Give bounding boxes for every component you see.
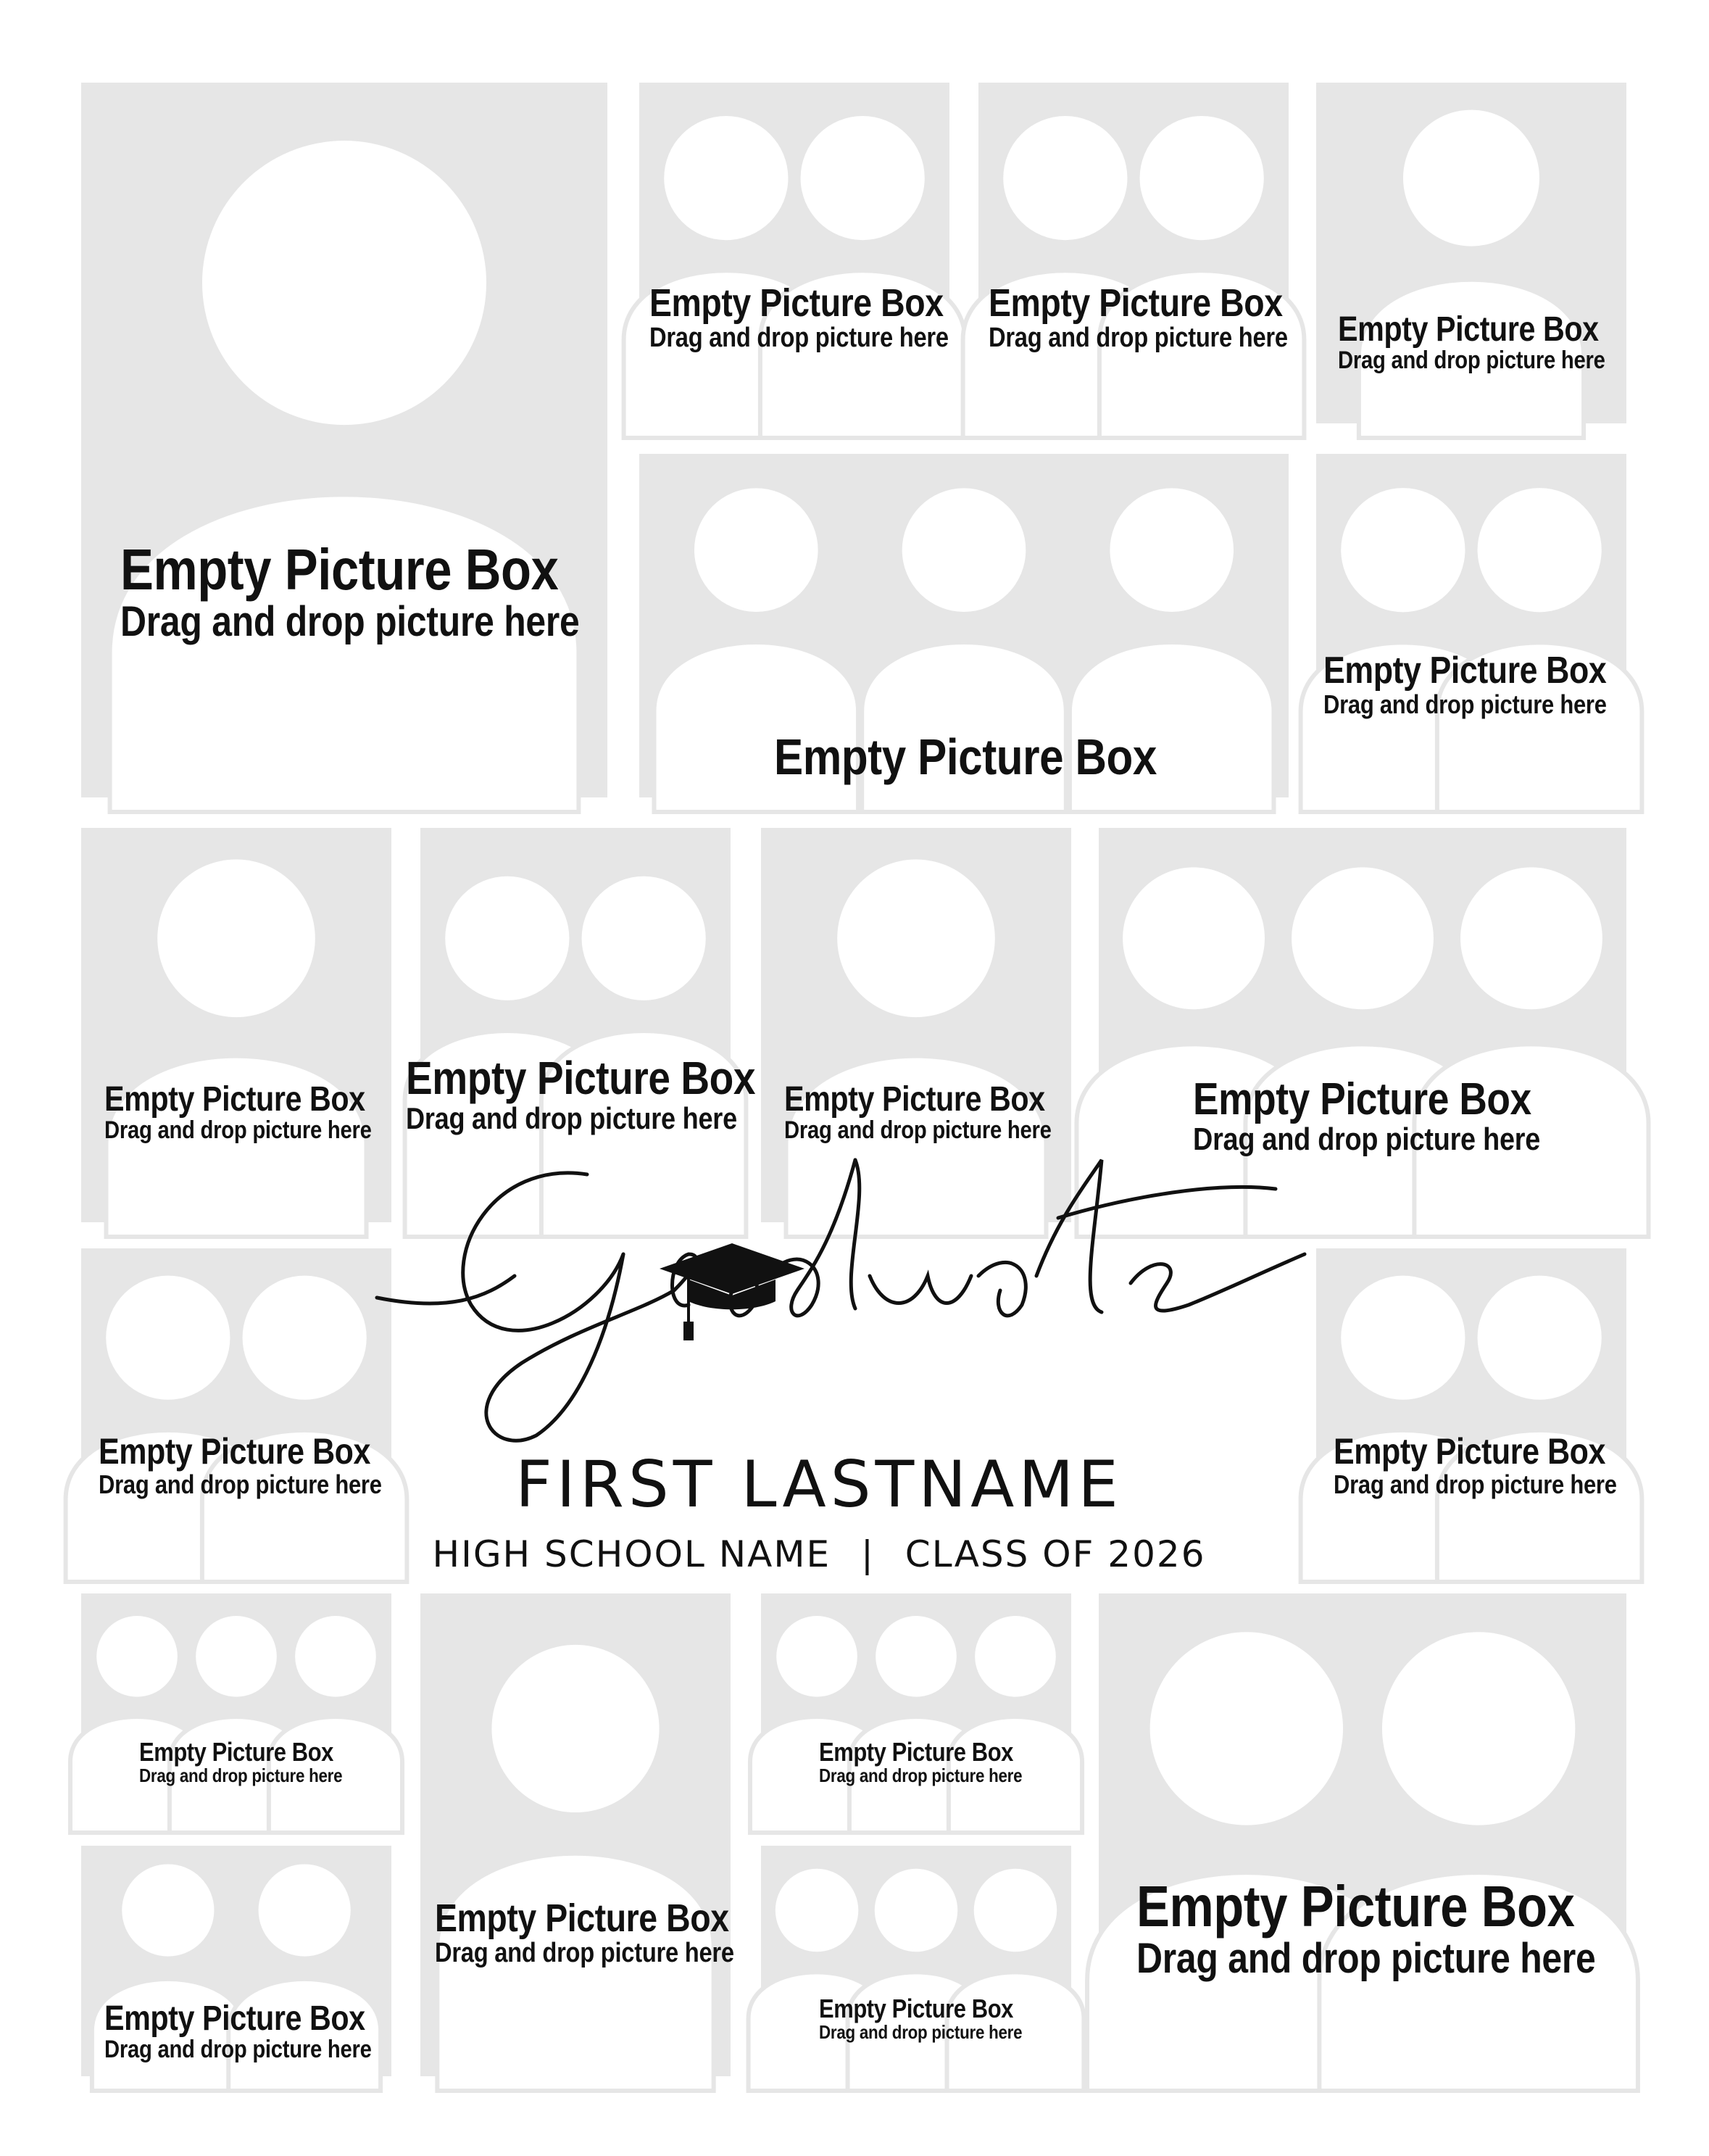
placeholder-subtitle: Drag and drop picture here xyxy=(139,1764,343,1786)
placeholder-title: Empty Picture Box xyxy=(649,281,944,325)
placeholder-title: Empty Picture Box xyxy=(1323,650,1607,692)
placeholder-caption xyxy=(406,1054,755,1135)
placeholder-caption xyxy=(989,283,1288,353)
picture-box-3[interactable] xyxy=(978,83,1289,423)
placeholder-subtitle: Drag and drop picture here xyxy=(1338,347,1605,375)
person-silhouette-icon xyxy=(1099,1593,1626,2076)
placeholder-subtitle: Drag and drop picture here xyxy=(104,2036,372,2064)
placeholder-title: Empty Picture Box xyxy=(406,1052,756,1104)
placeholder-caption xyxy=(139,1738,342,1786)
person-silhouette-icon xyxy=(420,1593,731,2076)
placeholder-caption xyxy=(819,1995,1022,2042)
picture-box-14[interactable] xyxy=(420,1593,734,2076)
placeholder-subtitle: Drag and drop picture here xyxy=(649,322,949,353)
picture-box-15[interactable] xyxy=(761,1593,1071,1818)
placeholder-caption xyxy=(774,731,1157,784)
placeholder-title: Empty Picture Box xyxy=(819,1737,1013,1767)
placeholder-title: Empty Picture Box xyxy=(989,281,1283,325)
placeholder-title: Empty Picture Box xyxy=(1193,1074,1531,1124)
placeholder-title: Empty Picture Box xyxy=(104,1999,365,2038)
placeholder-caption xyxy=(435,1898,734,1968)
placeholder-subtitle: Drag and drop picture here xyxy=(1136,1935,1596,1982)
placeholder-subtitle: Drag and drop picture here xyxy=(1193,1121,1540,1158)
placeholder-caption xyxy=(104,1082,372,1144)
placeholder-title: Empty Picture Box xyxy=(819,1994,1013,2023)
picture-box-16[interactable] xyxy=(1099,1593,1626,2076)
placeholder-caption xyxy=(120,539,580,644)
placeholder-title: Empty Picture Box xyxy=(120,537,559,602)
placeholder-title: Empty Picture Box xyxy=(139,1737,333,1767)
placeholder-caption xyxy=(99,1433,382,1498)
person-silhouette-icon xyxy=(639,83,949,423)
placeholder-caption xyxy=(649,283,949,353)
separator: | xyxy=(861,1533,875,1575)
placeholder-title: Empty Picture Box xyxy=(1338,310,1599,349)
placeholder-caption xyxy=(104,2001,372,2063)
picture-box-4[interactable] xyxy=(1316,83,1626,423)
picture-box-11[interactable] xyxy=(81,1248,391,1567)
placeholder-title: Empty Picture Box xyxy=(104,1080,365,1119)
picture-box-2[interactable] xyxy=(639,83,949,423)
placeholder-title: Empty Picture Box xyxy=(435,1896,729,1940)
picture-box-7[interactable] xyxy=(81,828,391,1222)
picture-box-6[interactable] xyxy=(1316,454,1626,797)
person-silhouette-icon xyxy=(978,83,1289,423)
placeholder-title: Empty Picture Box xyxy=(784,1080,1045,1119)
person-silhouette-icon xyxy=(81,828,391,1222)
person-silhouette-icon xyxy=(1316,454,1626,797)
placeholder-caption xyxy=(819,1738,1022,1786)
person-silhouette-icon xyxy=(81,1248,391,1567)
placeholder-subtitle: Drag and drop picture here xyxy=(104,1116,372,1145)
placeholder-title: Empty Picture Box xyxy=(99,1431,371,1472)
placeholder-title: Empty Picture Box xyxy=(774,729,1157,785)
picture-box-1[interactable] xyxy=(81,83,607,797)
person-silhouette-icon xyxy=(81,83,607,797)
picture-box-18[interactable] xyxy=(761,1846,1071,2076)
placeholder-subtitle: Drag and drop picture here xyxy=(99,1469,382,1499)
placeholder-title: Empty Picture Box xyxy=(1334,1431,1606,1472)
placeholder-subtitle: Drag and drop picture here xyxy=(819,1764,1023,1786)
picture-box-5[interactable] xyxy=(639,454,1289,797)
placeholder-subtitle: Drag and drop picture here xyxy=(784,1116,1052,1145)
graduate-script-wordmark xyxy=(362,1131,1377,1450)
school-class-line xyxy=(420,1533,1218,1575)
placeholder-subtitle: Drag and drop picture here xyxy=(1323,689,1607,719)
placeholder-subtitle: Drag and drop picture here xyxy=(435,1937,734,1968)
picture-box-17[interactable] xyxy=(81,1846,391,2076)
placeholder-caption xyxy=(1323,651,1607,718)
placeholder-subtitle: Drag and drop picture here xyxy=(120,598,580,645)
placeholder-subtitle: Drag and drop picture here xyxy=(989,322,1288,353)
school-name: HIGH SCHOOL NAME xyxy=(432,1533,831,1575)
graduate-name: FIRST LASTNAME xyxy=(515,1447,1123,1522)
placeholder-subtitle: Drag and drop picture here xyxy=(406,1101,737,1136)
placeholder-caption xyxy=(1338,312,1605,374)
placeholder-subtitle: Drag and drop picture here xyxy=(819,2020,1023,2043)
picture-box-13[interactable] xyxy=(81,1593,391,1818)
graduate-title-block xyxy=(362,1131,1377,1595)
placeholder-subtitle: Drag and drop picture here xyxy=(1334,1469,1617,1499)
placeholder-title: Empty Picture Box xyxy=(1136,1874,1575,1939)
placeholder-caption xyxy=(1136,1876,1596,1981)
class-year: CLASS OF 2026 xyxy=(905,1533,1206,1575)
